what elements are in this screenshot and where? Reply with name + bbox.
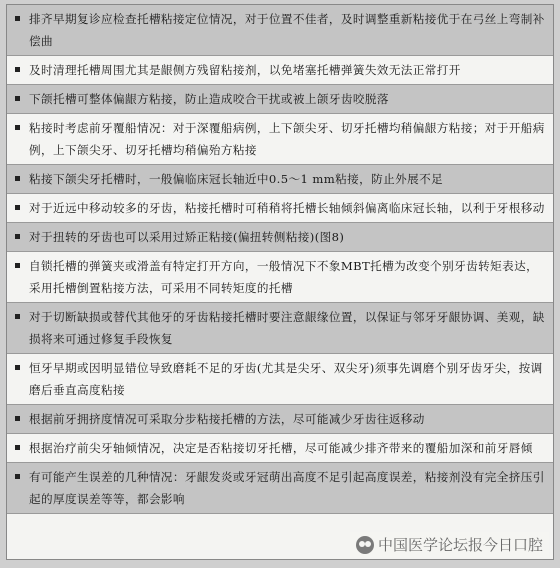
row-text: 下颌托槽可整体偏龈方粘接，防止造成咬合干扰或被上颌牙齿咬脱落 bbox=[29, 92, 389, 106]
square-bullet-icon bbox=[15, 125, 20, 130]
watermark bbox=[350, 532, 549, 557]
row-text: 粘接时考虑前牙覆船情况：对于深覆船病例，上下颌尖牙、切牙托槽均稍偏龈方粘接；对于开船病例，上下颌尖牙、切牙托槽均稍偏殆方粘接 bbox=[29, 121, 545, 157]
row-text: 对于切断缺损或替代其他牙的牙齿粘接托槽时要注意龈缘位置，以保证与邻牙牙龈协调、美观，缺损将来可通过修复手段恢复 bbox=[29, 310, 545, 346]
square-bullet-icon bbox=[15, 263, 20, 268]
row-text: 根据前牙拥挤度情况可采取分步粘接托槽的方法，尽可能减少牙齿往返移动 bbox=[29, 412, 425, 426]
row-text: 自锁托槽的弹簧夹或滑盖有特定打开方向，一般情况下不象MBT托槽为改变个别牙齿转矩表达，采用托槽倒置粘接方法，可采用不同转矩度的托槽 bbox=[29, 259, 539, 295]
square-bullet-icon bbox=[15, 445, 20, 450]
table-row bbox=[7, 405, 553, 434]
document-table bbox=[6, 4, 554, 560]
watermark-text: 中国医学论坛报今日口腔 bbox=[377, 536, 543, 554]
square-bullet-icon bbox=[15, 176, 20, 181]
row-text: 对于近远中移动较多的牙齿，粘接托槽时可稍稍将托槽长轴倾斜偏离临床冠长轴，以利于牙根移动 bbox=[29, 201, 545, 215]
table-row bbox=[7, 252, 553, 303]
square-bullet-icon bbox=[15, 67, 20, 72]
square-bullet-icon bbox=[15, 416, 20, 421]
square-bullet-icon bbox=[15, 234, 20, 239]
table-row bbox=[7, 354, 553, 405]
square-bullet-icon bbox=[15, 96, 20, 101]
row-text: 有可能产生误差的几种情况：牙龈发炎或牙冠萌出高度不足引起高度误差，粘接剂没有完全挤压引起的厚度误差等等，都会影响 bbox=[29, 470, 545, 506]
row-text: 及时清理托槽周围尤其是龈侧方残留粘接剂，以免堵塞托槽弹簧失效无法正常打开 bbox=[29, 63, 461, 77]
table-row bbox=[7, 56, 553, 85]
table-row bbox=[7, 223, 553, 252]
table-row bbox=[7, 303, 553, 354]
square-bullet-icon bbox=[15, 474, 20, 479]
row-text: 对于扭转的牙齿也可以采用过矫正粘接(偏扭转侧粘接)(图8) bbox=[29, 230, 345, 244]
wechat-icon bbox=[356, 536, 374, 554]
table-row bbox=[7, 114, 553, 165]
table-row bbox=[7, 194, 553, 223]
row-text: 排齐早期复诊应检查托槽粘接定位情况，对于位置不佳者，及时调整重新粘接优于在弓丝上弯制补偿曲 bbox=[29, 12, 545, 48]
table-row bbox=[7, 463, 553, 514]
row-text: 恒牙早期或因明显错位导致磨耗不足的牙齿(尤其是尖牙、双尖牙)须事先调磨个别牙齿牙尖，按调磨后垂直高度粘接 bbox=[29, 361, 543, 397]
table-row bbox=[7, 434, 553, 463]
row-text: 根据治疗前尖牙轴倾情况，决定是否粘接切牙托槽，尽可能减少排齐带来的覆船加深和前牙唇倾 bbox=[29, 441, 533, 455]
row-text: 粘接下颌尖牙托槽时，一般偏临床冠长轴近中0.5～1 mm粘接，防止外展不足 bbox=[29, 172, 444, 186]
square-bullet-icon bbox=[15, 365, 20, 370]
table-row bbox=[7, 5, 553, 56]
table-row bbox=[7, 85, 553, 114]
square-bullet-icon bbox=[15, 314, 20, 319]
square-bullet-icon bbox=[15, 16, 20, 21]
table-row bbox=[7, 165, 553, 194]
square-bullet-icon bbox=[15, 205, 20, 210]
